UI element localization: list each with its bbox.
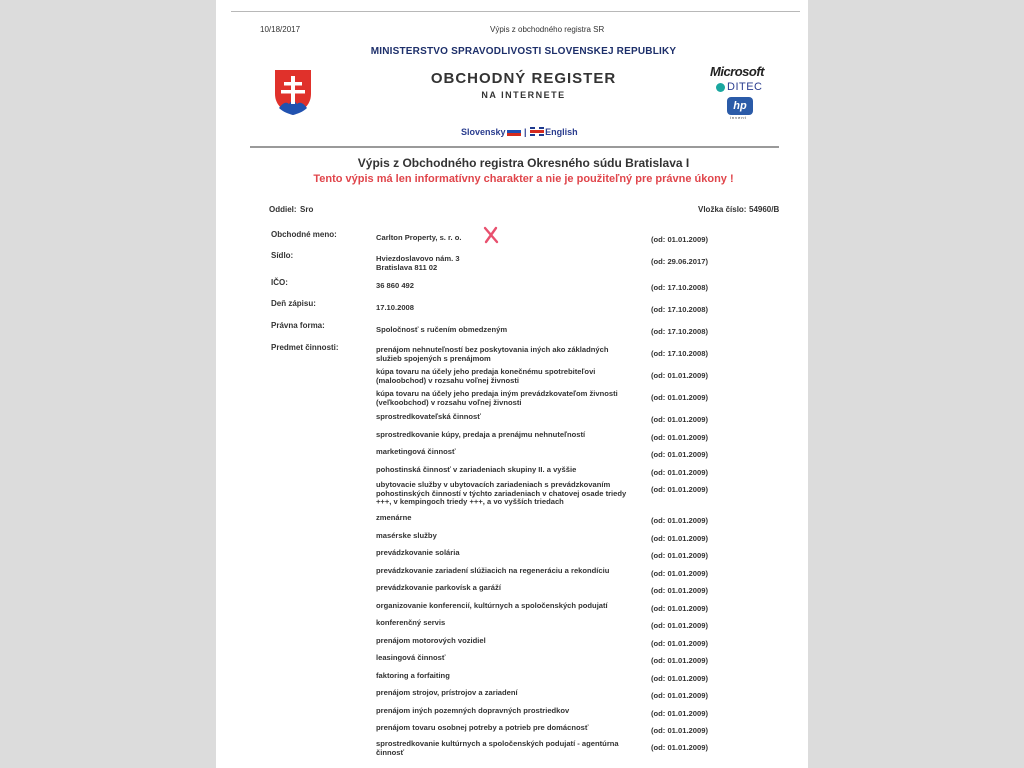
predmet-item: ubytovacie služby v ubytovacích zariadeniach s prevádzkovaním pohostinských činností v týchto zariadeniach v chatovej osade triedy +++, v kempingoch triedy +++, a vo vyšších triedach — [376, 480, 627, 507]
predmet-date: (od: 01.01.2009) — [651, 516, 708, 525]
field-date-ico: (od: 17.10.2008) — [651, 283, 708, 292]
print-title: Výpis z obchodného registra SR — [490, 25, 605, 34]
predmet-item: sprostredkovanie kúpy, predaja a prenájmu nehnuteľností — [376, 430, 586, 439]
predmet-item: prevádzkovanie parkovísk a garáží — [376, 583, 501, 592]
uk-flag-icon[interactable] — [530, 127, 544, 136]
predmet-item: zmenárne — [376, 513, 412, 522]
predmet-item: prevádzkovanie zariadení slúžiacich na regeneráciu a rekondíciu — [376, 566, 610, 575]
predmet-date: (od: 01.01.2009) — [651, 639, 708, 648]
predmet-item: masérske služby — [376, 531, 437, 540]
predmet-item: prevádzkovanie solária — [376, 548, 460, 557]
predmet-item: kúpa tovaru na účely jeho predaja iným prevádzkovateľom živnosti (veľkoobchod) v rozsahu voľnej živnosti — [376, 389, 618, 407]
vlozka-value: 54960/B — [749, 205, 780, 214]
predmet-item: prenájom iných pozemných dopravných prostriedkov — [376, 706, 570, 715]
predmet-date: (od: 01.01.2009) — [651, 691, 708, 700]
top-rule — [231, 11, 800, 12]
predmet-item: konferenčný servis — [376, 618, 446, 627]
field-value-pravna-forma: Spoločnosť s ručením obmedzeným — [376, 325, 508, 334]
field-date-sidlo: (od: 29.06.2017) — [651, 257, 708, 266]
field-date-pravna-forma: (od: 17.10.2008) — [651, 327, 708, 336]
field-label-pravna-forma: Právna forma: — [271, 321, 325, 330]
predmet-date: (od: 01.01.2009) — [651, 433, 708, 442]
field-date-den-zapisu: (od: 17.10.2008) — [651, 305, 708, 314]
print-date: 10/18/2017 — [260, 25, 301, 34]
predmet-date: (od: 01.01.2009) — [651, 726, 708, 735]
field-value-den-zapisu: 17.10.2008 — [376, 303, 415, 312]
predmet-date: (od: 01.01.2009) — [651, 534, 708, 543]
predmet-item: pohostinská činnosť v zariadeniach skupiny II. a vyššie — [376, 465, 577, 474]
ministry-heading: MINISTERSTVO SPRAVODLIVOSTI SLOVENSKEJ REPUBLIKY — [370, 46, 677, 57]
predmet-date: (od: 01.01.2009) — [651, 743, 708, 752]
predmet-item: sprostredkovanie kultúrnych a spoločenských podujatí - agentúrna činnosť — [376, 739, 619, 757]
predmet-date: (od: 01.01.2009) — [651, 656, 708, 665]
predmet-item: leasingová činnosť — [376, 653, 446, 662]
predmet-date: (od: 01.01.2009) — [651, 569, 708, 578]
predmet-item: faktoring a forfaiting — [376, 671, 450, 680]
predmet-date: (od: 01.01.2009) — [651, 551, 708, 560]
predmet-item: prenájom strojov, prístrojov a zariadení — [376, 688, 518, 697]
field-value-sidlo: Hviezdoslavovo nám. 3 Bratislava 811 02 — [376, 254, 460, 272]
field-label-predmet: Predmet činnosti: — [271, 343, 339, 352]
register-subtitle: NA INTERNETE — [481, 90, 566, 100]
field-label-obchodne-meno: Obchodné meno: — [271, 230, 337, 239]
predmet-date: (od: 01.01.2009) — [651, 415, 708, 424]
header-divider — [250, 146, 779, 148]
predmet-date: (od: 01.01.2009) — [651, 621, 708, 630]
predmet-item: marketingová činnosť — [376, 447, 456, 456]
predmet-item: prenájom motorových vozidiel — [376, 636, 486, 645]
ditec-logo-icon — [716, 83, 725, 92]
hp-logo: hp — [727, 97, 753, 115]
predmet-date: (od: 01.01.2009) — [651, 604, 708, 613]
microsoft-logo: Microsoft — [710, 64, 764, 79]
field-label-sidlo: Sídlo: — [271, 251, 294, 260]
predmet-date: (od: 01.01.2009) — [651, 485, 708, 494]
handwritten-x-mark — [482, 226, 500, 244]
predmet-item: prenájom tovaru osobnej potreby a potrieb pre domácnosť — [376, 723, 589, 732]
oddiel-value: Sro — [300, 205, 314, 214]
language-english-link[interactable]: English — [545, 127, 578, 137]
document-title: Výpis z Obchodného registra Okresného súdu Bratislava I — [357, 156, 690, 170]
oddiel-label: Oddiel: — [269, 205, 297, 214]
ditec-logo: DITEC — [727, 81, 763, 93]
predmet-item: sprostredkovateľská činnosť — [376, 412, 481, 421]
predmet-date: (od: 01.01.2009) — [651, 371, 708, 380]
predmet-item: prenájom nehnuteľností bez poskytovania iných ako základných služieb spojených s prenájmom — [376, 345, 609, 363]
field-value-obchodne-meno: Carlton Property, s. r. o. — [376, 233, 462, 242]
predmet-date: (od: 01.01.2009) — [651, 450, 708, 459]
field-date-obchodne-meno: (od: 01.01.2009) — [651, 235, 708, 244]
slovak-flag-icon[interactable] — [507, 127, 521, 136]
predmet-item: kúpa tovaru na účely jeho predaja konečnému spotrebiteľovi (maloobchod) v rozsahu voľnej živnosti — [376, 367, 596, 385]
field-value-ico: 36 860 492 — [376, 281, 415, 290]
document-page — [216, 0, 808, 768]
hp-tagline: invent — [730, 115, 747, 120]
predmet-item: organizovanie konferencií, kultúrnych a spoločenských podujatí — [376, 601, 608, 610]
language-slovak-link[interactable]: Slovensky — [461, 127, 506, 137]
predmet-date: (od: 01.01.2009) — [651, 674, 708, 683]
language-switch — [461, 127, 578, 137]
field-label-den-zapisu: Deň zápisu: — [271, 299, 316, 308]
predmet-date: (od: 01.01.2009) — [651, 393, 708, 402]
predmet-date: (od: 17.10.2008) — [651, 349, 708, 358]
register-title: OBCHODNÝ REGISTER — [430, 70, 617, 87]
field-label-ico: IČO: — [271, 278, 288, 287]
document-warning: Tento výpis má len informatívny charakter a nie je použiteľný pre právne úkony ! — [313, 173, 734, 185]
predmet-date: (od: 01.01.2009) — [651, 586, 708, 595]
predmet-date: (od: 01.01.2009) — [651, 468, 708, 477]
vlozka-label: Vložka číslo: — [698, 205, 747, 214]
language-separator: | — [524, 127, 527, 137]
predmet-date: (od: 01.01.2009) — [651, 709, 708, 718]
